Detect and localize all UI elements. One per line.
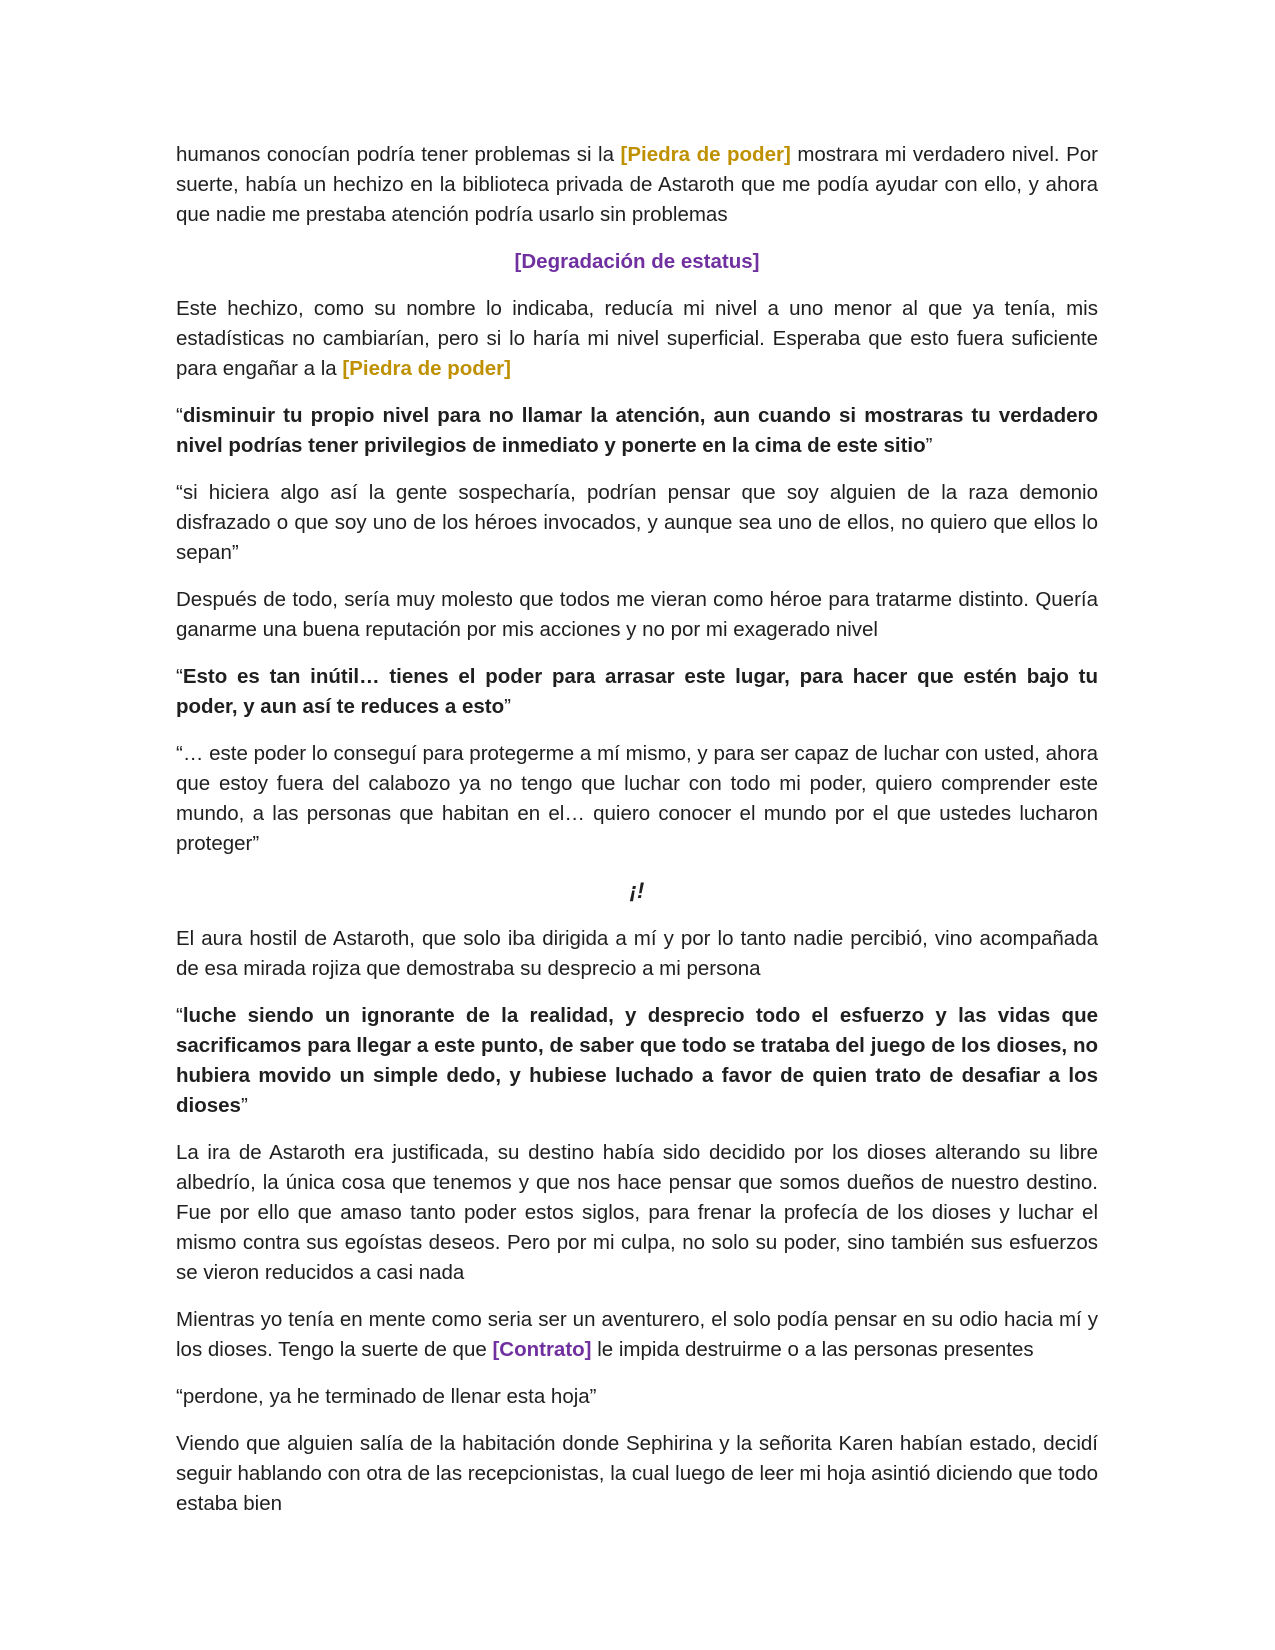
highlighted-term: [Piedra de poder]: [620, 143, 791, 166]
paragraph-p4: [176, 401, 1098, 461]
text-run: “: [176, 665, 183, 688]
paragraph-p5: [176, 478, 1098, 568]
text-run: “: [176, 1004, 183, 1027]
text-run: “… este poder lo conseguí para protegerme a mí mismo, y para ser capaz de luchar con usted, ahora que estoy fuera del calabozo ya no tengo que luchar con todo mi poder, quiero comprender este mundo, a las personas que habitan en el… quiero conocer el mundo por el que ustedes lucharon proteger”: [176, 742, 1098, 855]
text-run: ”: [925, 434, 933, 457]
text-run: Después de todo, sería muy molesto que todos me vieran como héroe para tratarme distinto. Quería ganarme una buena reputación por mis acciones y no por mi exagerado nivel: [176, 588, 1098, 641]
paragraph-p2: [176, 247, 1098, 277]
text-run: mostrara mi verdadero nivel. Por suerte, había un hechizo en la biblioteca privada de Astaroth que me podía ayudar con ello, y ahora que nadie me prestaba atención podría usarlo sin problemas: [176, 143, 1098, 226]
text-run: humanos conocían podría tener problemas si la: [176, 143, 621, 166]
text-run: le impida destruirme o a las personas presentes: [591, 1338, 1034, 1361]
text-run-b: Esto es tan inútil… tienes el poder para arrasar este lugar, para hacer que estén bajo tu poder, y aun así te reduces a esto: [176, 665, 1098, 718]
text-run: “: [176, 404, 183, 427]
document-page: [176, 140, 1098, 1536]
text-run: “perdone, ya he terminado de llenar esta hoja”: [176, 1385, 597, 1408]
text-run-b: luche siendo un ignorante de la realidad, y desprecio todo el esfuerzo y las vidas que sacrificamos para llegar a este punto, de saber que todo se trataba del juego de los dioses, no hubiera movido un simple dedo, y hubiese luchado a favor de quien trato de desafiar a los dioses: [176, 1004, 1098, 1117]
paragraph-p10: [176, 924, 1098, 984]
text-run: El aura hostil de Astaroth, que solo iba dirigida a mí y por lo tanto nadie percibió, vino acompañada de esa mirada rojiza que demostraba su desprecio a mi persona: [176, 927, 1098, 980]
paragraph-p9: [176, 876, 1098, 907]
text-run: Viendo que alguien salía de la habitación donde Sephirina y la señorita Karen habían estado, decidí seguir hablando con otra de las recepcionistas, la cual luego de leer mi hoja asintió diciendo que todo estaba bien: [176, 1432, 1098, 1515]
highlighted-term: [Contrato]: [492, 1338, 592, 1361]
text-run: Este hechizo, como su nombre lo indicaba, reducía mi nivel a uno menor al que ya tenía, mis estadísticas no cambiarían, pero si lo haría mi nivel superficial. Esperaba que esto fuera suficiente para engañar a la: [176, 297, 1098, 380]
text-run-sym: ¡!: [629, 878, 645, 903]
text-run-b: disminuir tu propio nivel para no llamar la atención, aun cuando si mostraras tu verdadero nivel podrías tener privilegios de inmediato y ponerte en la cima de este sitio: [176, 404, 1098, 457]
paragraph-p6: [176, 585, 1098, 645]
text-run: ”: [504, 695, 511, 718]
paragraph-p3: [176, 294, 1098, 384]
highlighted-term: [Degradación de estatus]: [514, 250, 760, 273]
paragraph-p7: [176, 662, 1098, 722]
paragraph-p12: [176, 1138, 1098, 1288]
text-run: La ira de Astaroth era justificada, su destino había sido decidido por los dioses alterando su libre albedrío, la única cosa que tenemos y que nos hace pensar que somos dueños de nuestro destino. Fue por ello que amaso tanto poder estos siglos, para frenar la profecía de los dioses y luchar el mismo contra sus egoístas deseos. Pero por mi culpa, no solo su poder, sino también sus esfuerzos se vieron reducidos a casi nada: [176, 1141, 1098, 1284]
highlighted-term: [Piedra de poder]: [342, 357, 511, 380]
text-run: Mientras yo tenía en mente como seria ser un aventurero, el solo podía pensar en su odio hacia mí y los dioses. Tengo la suerte de que: [176, 1308, 1098, 1361]
text-run: ”: [240, 1094, 248, 1117]
paragraph-p8: [176, 739, 1098, 859]
paragraph-p13: [176, 1305, 1098, 1365]
paragraph-p15: [176, 1429, 1098, 1519]
paragraph-p14: [176, 1382, 1098, 1412]
text-run: “si hiciera algo así la gente sospecharía, podrían pensar que soy alguien de la raza demonio disfrazado o que soy uno de los héroes invocados, y aunque sea uno de ellos, no quiero que ellos lo sepan”: [176, 481, 1098, 564]
paragraph-p1: [176, 140, 1098, 230]
paragraph-p11: [176, 1001, 1098, 1121]
